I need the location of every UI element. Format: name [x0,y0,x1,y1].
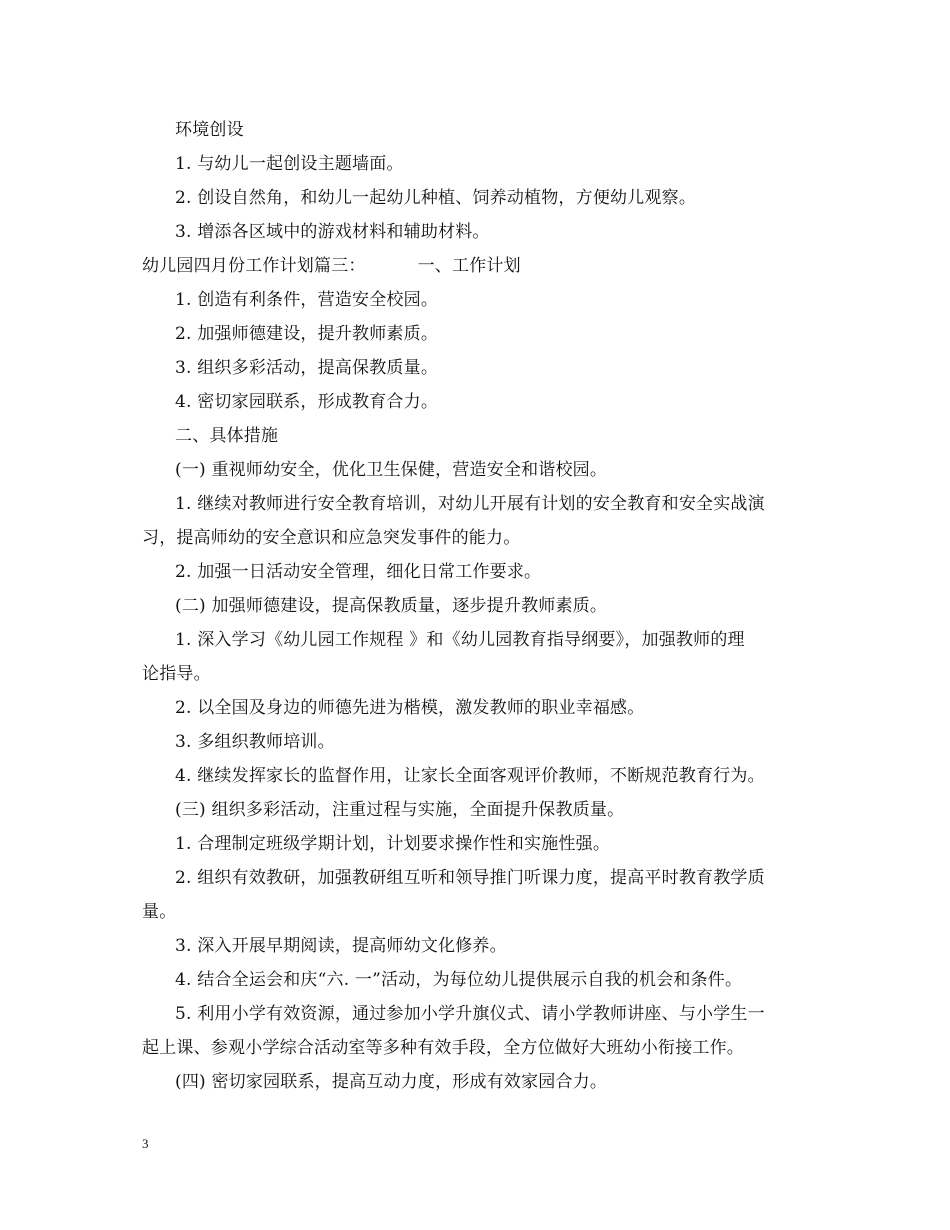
paragraph-line: 3. 多组织教师培训。 [175,732,335,752]
paragraph-line: 1. 深入学习《幼儿园工作规程 》和《幼儿园教育指导纲要》，加强教师的理 [175,630,745,650]
paragraph-line: 3. 增添各区域中的游戏材料和辅助材料。 [175,222,490,242]
paragraph-line: 环境创设 [175,120,244,140]
paragraph-line: 3. 深入开展早期阅读，提高师幼文化修养。 [175,936,507,956]
paragraph-line: 论指导。 [142,664,211,684]
paragraph-line: 4. 结合全运会和庆“六. 一”活动，为每位幼儿提供展示自我的机会和条件。 [175,970,743,990]
paragraph-line: 1. 与幼儿一起创设主题墙面。 [175,154,404,174]
section-title-right: 一、工作计划 [417,256,521,276]
paragraph-line: 5. 利用小学有效资源，通过参加小学升旗仪式、请小学教师讲座、与小学生一 [175,1004,765,1024]
paragraph-line: 2. 组织有效教研，加强教研组互听和领导推门听课力度，提高平时教育教学质 [175,868,765,888]
paragraph-line: 量。 [142,902,177,922]
paragraph-line: (四) 密切家园联系，提高互动力度，形成有效家园合力。 [175,1072,608,1092]
paragraph-line: 1. 合理制定班级学期计划，计划要求操作性和实施性强。 [175,834,611,854]
paragraph-line: 起上课、参观小学综合活动室等多种有效手段，全方位做好大班幼小衔接工作。 [142,1038,744,1058]
section-heading [142,255,521,277]
section-title-left: 幼儿园四月份工作计划篇三： [142,256,366,276]
paragraph-line: 1. 继续对教师进行安全教育培训，对幼儿开展有计划的安全教育和安全实战演 [175,494,765,514]
paragraph-line: 2. 加强一日活动安全管理，细化日常工作要求。 [175,562,542,582]
paragraph-line: (二) 加强师德建设，提高保教质量，逐步提升教师素质。 [175,596,608,616]
paragraph-line: 4. 密切家园联系，形成教育合力。 [175,392,439,412]
paragraph-line: (一) 重视师幼安全，优化卫生保健，营造安全和谐校园。 [175,460,608,480]
paragraph-line: 4. 继续发挥家长的监督作用，让家长全面客观评价教师，不断规范教育行为。 [175,766,765,786]
paragraph-line: 二、具体措施 [175,426,279,446]
page-number: 3 [142,1136,149,1151]
paragraph-line: 3. 组织多彩活动，提高保教质量。 [175,358,439,378]
paragraph-line: 2. 创设自然角，和幼儿一起幼儿种植、饲养动植物，方便幼儿观察。 [175,188,697,208]
paragraph-line: 习，提高师幼的安全意识和应急突发事件的能力。 [142,528,521,548]
paragraph-line: 1. 创造有利条件，营造安全校园。 [175,290,439,310]
paragraph-line: (三) 组织多彩活动，注重过程与实施，全面提升保教质量。 [175,800,625,820]
paragraph-line: 2. 加强师德建设，提升教师素质。 [175,324,439,344]
paragraph-line: 2. 以全国及身边的师德先进为楷模，激发教师的职业幸福感。 [175,698,645,718]
